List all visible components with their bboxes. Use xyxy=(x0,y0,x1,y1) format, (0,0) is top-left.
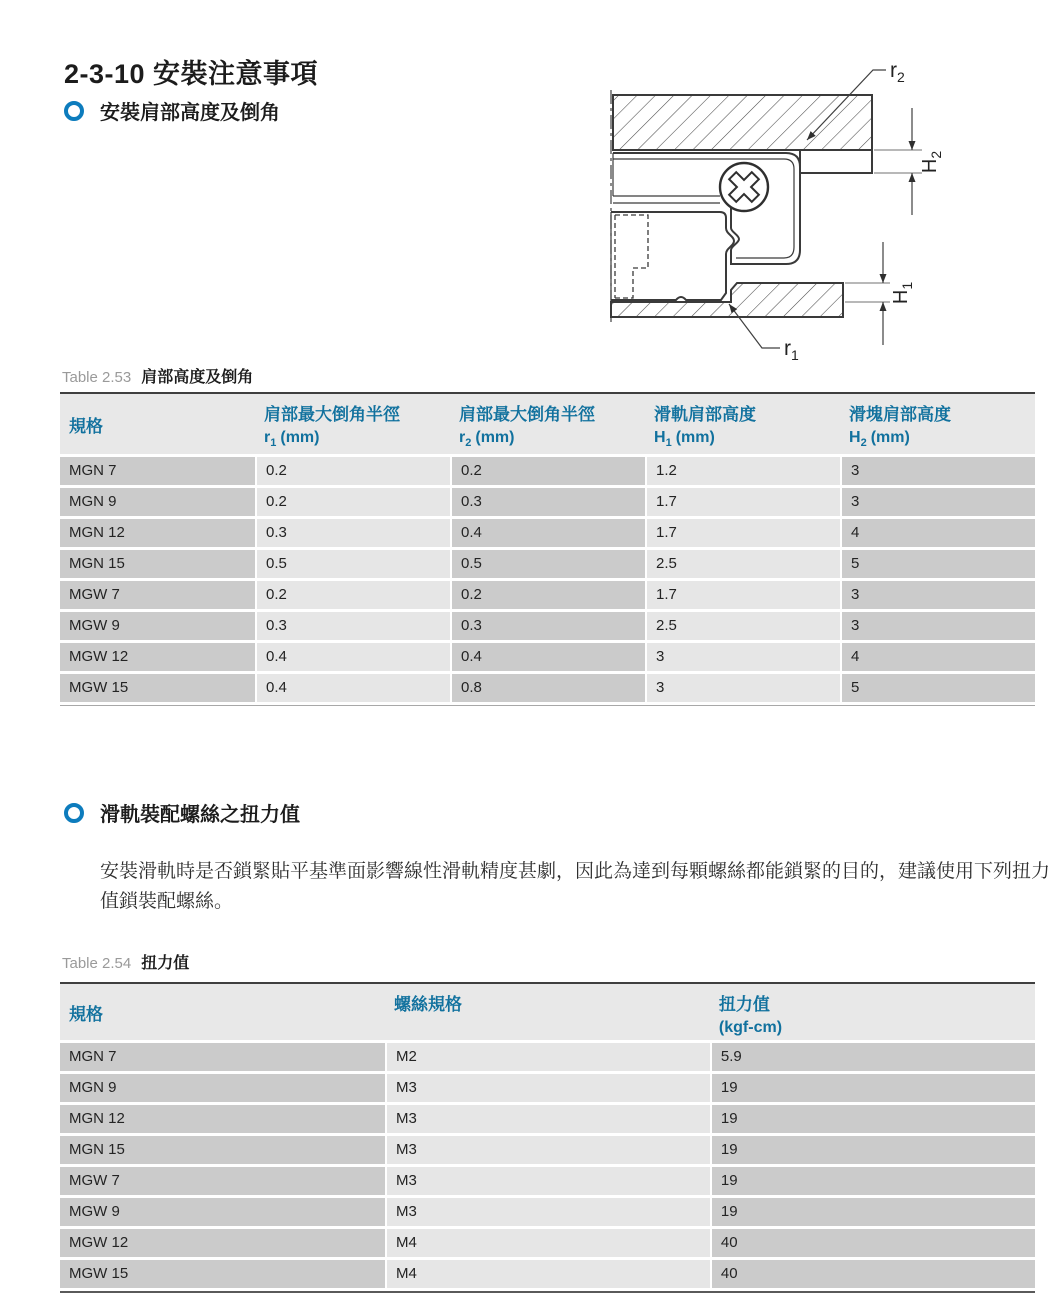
cell-h1: 1.2 xyxy=(645,457,840,485)
header-r1: 肩部最大倒角半徑 $r_1$ (mm) xyxy=(264,405,400,450)
header-h2: 滑塊肩部高度 $H_2$ (mm) xyxy=(849,405,951,450)
cell-h1: 2.5 xyxy=(645,612,840,640)
cell-model: MGW 9 xyxy=(60,612,255,640)
table-row xyxy=(60,550,1035,578)
cell-r2: 0.2 xyxy=(450,457,645,485)
header-h1: 滑軌肩部高度 $H_1$ (mm) xyxy=(654,405,756,450)
cell-screw: M4 xyxy=(385,1260,710,1288)
cell-model: MGW 7 xyxy=(60,581,255,609)
cell-model: MGW 7 xyxy=(60,1167,385,1195)
cell-torque: 19 xyxy=(710,1074,1035,1102)
cell-h2: 4 xyxy=(840,519,1035,547)
cell-model: MGN 12 xyxy=(60,519,255,547)
cell-h2: 5 xyxy=(840,674,1035,702)
cell-model: MGN 9 xyxy=(60,1074,385,1102)
cell-model: MGN 12 xyxy=(60,1105,385,1133)
cell-h2: 4 xyxy=(840,643,1035,671)
cell-model: MGW 15 xyxy=(60,674,255,702)
table-caption-title: 扭力值 xyxy=(141,955,190,972)
cell-screw: M3 xyxy=(385,1105,710,1133)
cell-h2: 5 xyxy=(840,550,1035,578)
table-row xyxy=(60,1136,1035,1164)
cell-r1: 0.5 xyxy=(255,550,450,578)
cell-r1: 0.4 xyxy=(255,674,450,702)
table-row xyxy=(60,1260,1035,1288)
header-spec: 規格 xyxy=(69,416,103,436)
table-caption-label: Table 2.54 xyxy=(62,955,132,972)
table-row xyxy=(60,488,1035,516)
cell-torque: 19 xyxy=(710,1105,1035,1133)
cell-h2: 3 xyxy=(840,457,1035,485)
section-torque-heading xyxy=(64,798,300,827)
page-title: 2-3-10 安裝注意事項 xyxy=(64,59,319,90)
cell-r2: 0.8 xyxy=(450,674,645,702)
cell-h2: 3 xyxy=(840,612,1035,640)
table-row xyxy=(60,674,1035,702)
cell-model: MGN 15 xyxy=(60,1136,385,1164)
cell-r2: 0.4 xyxy=(450,519,645,547)
section-bullet-icon xyxy=(64,803,84,823)
cell-r1: 0.3 xyxy=(255,612,450,640)
guide-block-section xyxy=(613,153,800,264)
cell-model: MGW 12 xyxy=(60,1229,385,1257)
cell-screw: M3 xyxy=(385,1167,710,1195)
cell-r2: 0.3 xyxy=(450,612,645,640)
cell-h1: 1.7 xyxy=(645,488,840,516)
screw-icon xyxy=(720,163,768,211)
cell-h1: 1.7 xyxy=(645,519,840,547)
section-heading-label: 滑軌裝配螺絲之扭力值 xyxy=(100,804,300,826)
cell-h2: 3 xyxy=(840,581,1035,609)
header-screw: 螺絲規格 xyxy=(393,995,462,1014)
cell-r2: 0.5 xyxy=(450,550,645,578)
section-heading-label: 安裝肩部高度及倒角 xyxy=(100,102,280,124)
table-row xyxy=(60,1167,1035,1195)
installation-diagram xyxy=(590,50,1060,370)
cell-r2: 0.4 xyxy=(450,643,645,671)
cell-model: MGW 15 xyxy=(60,1260,385,1288)
table-row xyxy=(60,1198,1035,1226)
header-r2: 肩部最大倒角半徑 $r_2$ (mm) xyxy=(459,405,595,450)
table-row xyxy=(60,612,1035,640)
section-shoulder-heading xyxy=(64,96,280,125)
machine-table-section xyxy=(613,95,872,173)
dimension-h2 xyxy=(874,108,944,215)
cell-screw: M4 xyxy=(385,1229,710,1257)
torque-table xyxy=(60,982,1035,1293)
table-row xyxy=(60,1229,1035,1257)
table-row xyxy=(60,1043,1035,1071)
shoulder-height-table xyxy=(60,392,1035,706)
torque-description: 安裝滑軌時是否鎖緊貼平基準面影響線性滑軌精度甚劇，因此為達到每顆螺絲都能鎖緊的目的，建議使用下列扭力值鎖裝配螺絲。 xyxy=(100,861,1051,913)
table-2-53-caption xyxy=(62,364,253,387)
cell-r1: 0.2 xyxy=(255,457,450,485)
cell-screw: M2 xyxy=(385,1043,710,1071)
cell-r1: 0.2 xyxy=(255,581,450,609)
dimension-label-h2: $H_2$ xyxy=(919,150,944,174)
dimension-label-r1: $r_1$ xyxy=(784,337,799,363)
table-row xyxy=(60,581,1035,609)
cell-h1: 1.7 xyxy=(645,581,840,609)
table-caption-title: 肩部高度及倒角 xyxy=(141,369,254,386)
cell-torque: 40 xyxy=(710,1260,1035,1288)
section-bullet-icon xyxy=(64,101,84,121)
cell-screw: M3 xyxy=(385,1074,710,1102)
cell-torque: 5.9 xyxy=(710,1043,1035,1071)
cell-model: MGW 9 xyxy=(60,1198,385,1226)
cell-h2: 3 xyxy=(840,488,1035,516)
cell-model: MGN 9 xyxy=(60,488,255,516)
cell-r1: 0.4 xyxy=(255,643,450,671)
cell-torque: 40 xyxy=(710,1229,1035,1257)
table-2-54-caption xyxy=(62,950,189,973)
cell-h1: 3 xyxy=(645,674,840,702)
cell-r2: 0.2 xyxy=(450,581,645,609)
table-row xyxy=(60,457,1035,485)
dimension-label-r2: $r_2$ xyxy=(890,59,905,85)
table-bottom-border xyxy=(60,1291,1035,1293)
cell-model: MGW 12 xyxy=(60,643,255,671)
cell-r1: 0.2 xyxy=(255,488,450,516)
table-row xyxy=(60,1074,1035,1102)
dimension-h1 xyxy=(845,242,915,345)
dimension-label-h1: $H_1$ xyxy=(890,281,915,305)
cell-h1: 2.5 xyxy=(645,550,840,578)
cell-torque: 19 xyxy=(710,1136,1035,1164)
cell-screw: M3 xyxy=(385,1136,710,1164)
table-row xyxy=(60,519,1035,547)
cell-h1: 3 xyxy=(645,643,840,671)
header-torque: 扭力值 (kgf-cm) xyxy=(718,995,783,1036)
rail-section xyxy=(611,212,734,300)
table-caption-label: Table 2.53 xyxy=(62,369,132,386)
cell-model: MGN 7 xyxy=(60,457,255,485)
table-header-row xyxy=(60,982,1035,1040)
cell-model: MGN 7 xyxy=(60,1043,385,1071)
table-row xyxy=(60,1105,1035,1133)
table-row xyxy=(60,643,1035,671)
cell-torque: 19 xyxy=(710,1198,1035,1226)
cell-r2: 0.3 xyxy=(450,488,645,516)
header-spec: 規格 xyxy=(69,1004,103,1024)
cell-screw: M3 xyxy=(385,1198,710,1226)
cell-model: MGN 15 xyxy=(60,550,255,578)
table-bottom-border xyxy=(60,705,1035,706)
table-header-row xyxy=(60,392,1035,454)
cell-r1: 0.3 xyxy=(255,519,450,547)
cell-torque: 19 xyxy=(710,1167,1035,1195)
